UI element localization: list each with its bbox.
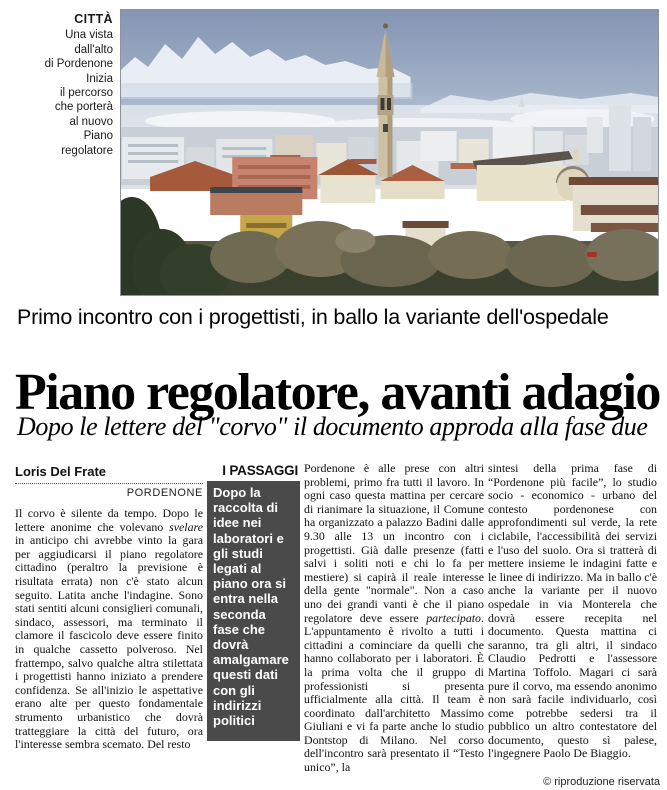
article-column-3: sintesi della prima fase di “Pordenone più facile”, lo studio socio - economico - urbano del contesto pordenonese con approfondimenti sul verde, la rete ciclabile, l'accessibilità dei servizi e l'uso del suolo. Ora si tratterà di mettere insieme le indagini fatte e le linee di indirizzo. Ma in ballo c'è anche la variante per il nuovo ospedale in via Monterela che dovrà essere recepita nel documento. Questa mattina ci saranno, tra gli altri, il sindaco Claudio Pedrotti e l'assessore Martina Toffolo. Magari ci sarà pure il corvo, ma essendo anonimo non sarà facile individuarlo, così come potrebbe sedersi tra il pubblico un altro contestatore del documento, questo sì palese, l'ingegnere Paolo De Biaggio. (488, 462, 657, 761)
sidebar-title: I PASSAGGI (222, 463, 298, 478)
headline-pre: Piano (15, 363, 147, 421)
city-photo (120, 9, 659, 296)
headline-post: avanti adagio (368, 363, 660, 421)
copyright-notice: © riproduzione riservata (537, 776, 660, 788)
headline-bold: regolatore, (146, 363, 369, 421)
caption-lines: Una vista dall'alto di Pordenone Inizia il percorso che porterà al nuovo Piano regolatore (44, 29, 113, 157)
sidebar-box: Dopo la raccolta di idee nei laboratori e gli studi legati al piano ora si entra nella seconda fase che dovrà amalgamare questi dati con gli indirizzi politici (207, 481, 300, 741)
byline-author: Loris Del Frate (15, 462, 203, 484)
kicker: Primo incontro con i progettisti, in ballo la variante dell'ospedale (17, 305, 609, 329)
subhead: Dopo le lettere del "corvo" il documento approda alla fase due (17, 412, 648, 441)
article-column-1 (15, 462, 203, 790)
column-1-text: Il corvo è silente da tempo. Dopo le lettere anonime che volevano svelare in anticipo chi avrebbe vinto la gara per aggiudicarsi il piano regolatore cittadino (peraltro la previsione è risultata errata) non c'è stato alcun seguito. Latita anche l'indagine. Sono stati sentiti alcuni consiglieri comunali, sindaco, assessori, ma terminato il clamore il fascicolo deve essere finito in qualche cassetto polveroso. Nel frattempo, salvo qualche altra stilettata i progettisti hanno iniziato a prendere confidenza. Se all'inizio le aspettative erano alte per questo fondamentale strumento urbanistico che dovrà tratteggiare la città del futuro, ora l'interesse sembra scemato. Del resto (15, 506, 203, 752)
city-photo-illustration (120, 9, 659, 296)
caption-section-label: CITTÀ (74, 12, 113, 26)
sidebar-i-passaggi (207, 462, 300, 790)
headline (15, 363, 665, 421)
dateline: PORDENONE (126, 487, 203, 499)
article-column-2: Pordenone è alle prese con altri problemi, primo fra tutti il lavoro. In ogni caso questa mattina per cercare di rianimare la situazione, il Comune ha organizzato a palazzo Badini dalle 9.30 alle 13 un incontro con i progettisti. Già dalle presenze (fatti salvi i soliti noti e chi lo fa per mestiere) si capirà il reale interesse della gente "normale". Non a caso uno dei grandi vanti è che il piano regolatore deve essere partecipato. L'appuntamento è rivolto a tutti i cittadini a cominciare da quelli che hanno collaborato per i laboratori. È la prima volta che il gruppo di professionisti si presenta ufficialmente alla città. Il team è coordinato dall'architetto Massimo Giuliani e vi fa parte anche lo studio Dontstop di Milano. Nel corso dell'incontro sarà presentato il “Testo unico”, la (304, 462, 484, 775)
article-body (15, 462, 661, 790)
photo-caption (6, 12, 113, 158)
